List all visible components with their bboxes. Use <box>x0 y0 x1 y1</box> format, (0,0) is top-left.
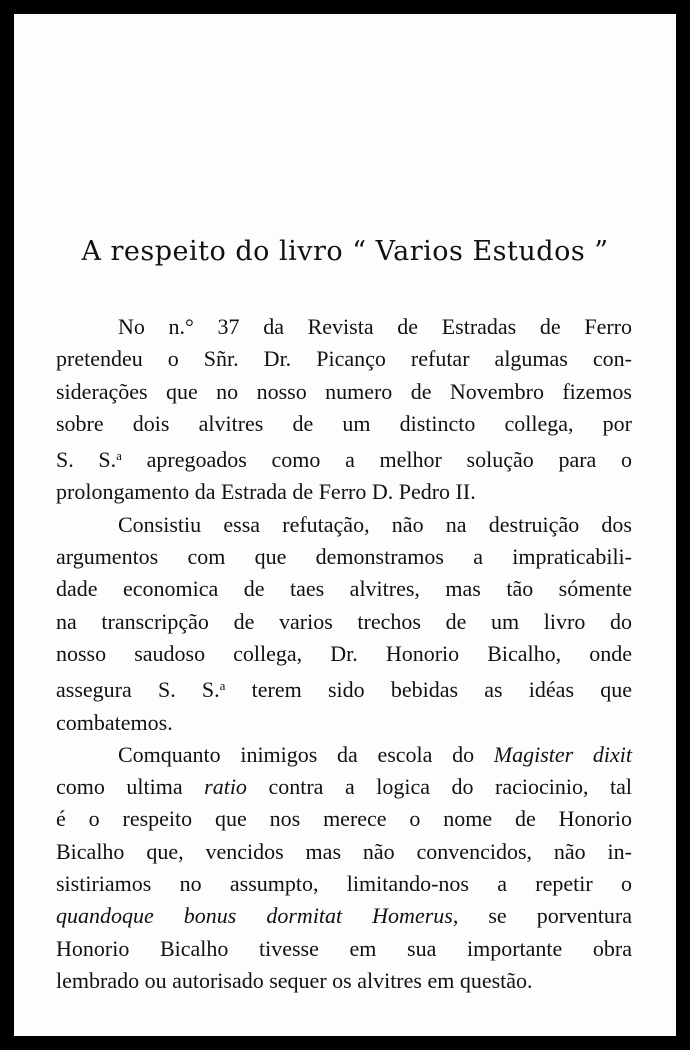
text-line: é o respeito que nos merece o nome de Honorio <box>56 806 632 832</box>
text-run: assegura S. S. <box>56 677 220 703</box>
text-line <box>56 900 632 932</box>
text-run: como ultima <box>56 774 205 800</box>
article-body <box>56 311 632 997</box>
text-line: na transcripção de varios trechos de um livro do <box>56 608 632 634</box>
text-run: terem sido bebidas as idéas que <box>225 677 632 703</box>
text-line: No n.° 37 da Revista de Estradas de Ferro <box>118 314 632 339</box>
ordinal-marker: a <box>116 448 122 464</box>
text-run: apregoados como a melhor solução para o <box>121 447 632 473</box>
text-line: lembrado ou autorisado sequer os alvitres em questão. <box>56 967 533 993</box>
text-run: Comquanto inimigos da escola do <box>118 741 494 767</box>
text-line <box>56 739 632 771</box>
text-line <box>56 440 632 476</box>
text-line <box>56 670 632 706</box>
document-page <box>14 14 676 1036</box>
text-run: S. S. <box>56 447 117 473</box>
italic-phrase: quandoque bonus dormitat Homerus <box>56 903 453 929</box>
text-line: argumentos com que demonstramos a impraticabili- <box>56 544 632 570</box>
text-line: siderações que no nosso numero de Novembro fizemos <box>56 378 632 404</box>
text-line: nosso saudoso collega, Dr. Honorio Bicalho, onde <box>56 640 632 666</box>
text-line: sistiriamos no assumpto, limitando-nos a repetir o <box>56 871 632 897</box>
italic-phrase: Magister dixit <box>493 741 632 767</box>
text-line <box>56 771 632 803</box>
ordinal-marker: a <box>219 678 226 694</box>
text-line: prolongamento da Estrada de Ferro D. Pedro II. <box>56 479 476 505</box>
text-line: combatemos. <box>56 709 173 735</box>
article-title: A respeito do livro “ Varios Estudos ” <box>81 236 609 267</box>
text-line: Bicalho que, vencidos mas não convencidos, não in- <box>56 838 632 864</box>
text-run: , se porventura <box>452 903 633 929</box>
text-line: sobre dois alvitres de um distincto collega, por <box>56 410 632 436</box>
text-run: contra a logica do raciocinio, tal <box>246 774 632 800</box>
text-line: dade economica de taes alvitres, mas tão sómente <box>56 576 632 602</box>
text-line: Consistiu essa refutação, não na destruição dos <box>118 511 632 537</box>
text-line: Honorio Bicalho tivesse em sua importante obra <box>56 935 632 961</box>
italic-phrase: ratio <box>204 774 247 800</box>
text-line: pretendeu o Sñr. Dr. Picanço refutar algumas con- <box>56 346 632 372</box>
